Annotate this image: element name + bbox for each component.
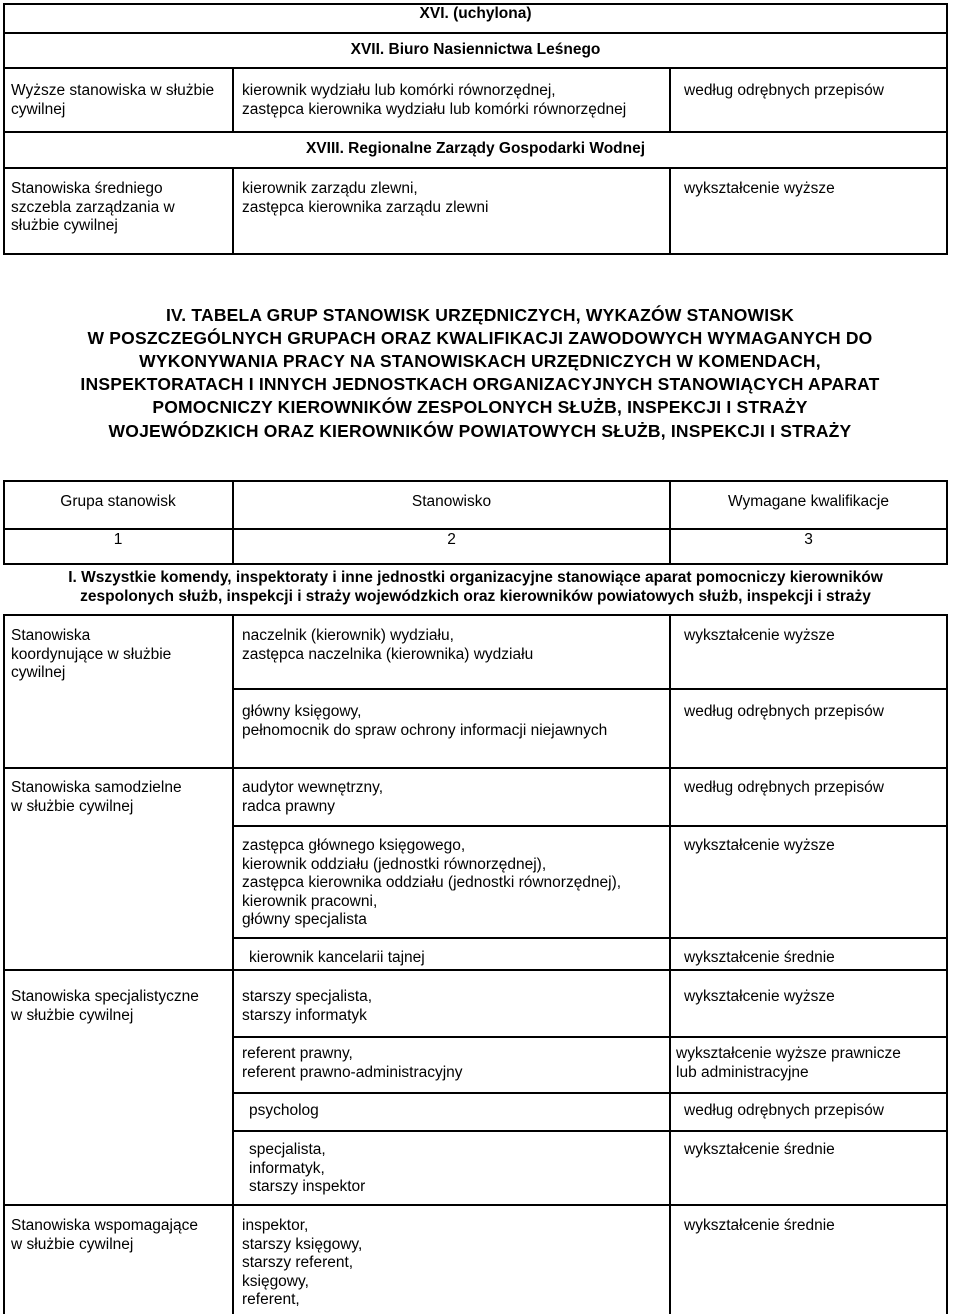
column-number: 1 bbox=[113, 531, 123, 548]
group-name: Stanowiska koordynujące w służbie cywilnej bbox=[11, 627, 172, 681]
qualifications-cell: wykształcenie wyższe bbox=[684, 988, 835, 1005]
section-i-heading-line: zespolonych służb, inspekcji i straży wojewódzkich oraz kierowników powiatowych służb, inspekcji i straży bbox=[80, 588, 871, 605]
positions-cell: naczelnik (kierownik) wydziału, zastępca naczelnika (kierownika) wydziału bbox=[242, 627, 534, 663]
positions-cell: specjalista, informatyk, starszy inspektor bbox=[249, 1141, 366, 1195]
qualifications-cell: wykształcenie wyższe bbox=[684, 837, 835, 854]
positions-cell: referent prawny, referent prawno-administracyjny bbox=[242, 1045, 463, 1081]
positions-cell: audytor wewnętrzny, radca prawny bbox=[242, 779, 383, 815]
group-name: Stanowiska samodzielne w służbie cywilnej bbox=[11, 779, 182, 815]
column-number: 2 bbox=[447, 531, 456, 548]
section-i-heading-line: I. Wszystkie komendy, inspektoraty i inne jednostki organizacyjne stanowiące aparat pomocniczy kierowników bbox=[68, 569, 883, 586]
section-xvii-group: Wyższe stanowiska w służbie cywilnej bbox=[11, 82, 215, 118]
heading-line: POMOCNICZY KIEROWNIKÓW ZESPOLONYCH SŁUŻB, INSPEKCJI I STRAŻY bbox=[152, 397, 808, 417]
heading-line: IV. TABELA GRUP STANOWISK URZĘDNICZYCH, WYKAZÓW STANOWISK bbox=[165, 305, 795, 325]
heading-line: WYKONYWANIA PRACY NA STANOWISKACH URZĘDNICZYCH W KOMENDACH, bbox=[139, 351, 821, 371]
section-xviii-positions: kierownik zarządu zlewni, zastępca kierownika zarządu zlewni bbox=[242, 180, 489, 216]
heading-line: INSPEKTORATACH I INNYCH JEDNOSTKACH ORGANIZACYJNYCH STANOWIĄCYCH APARAT bbox=[80, 374, 880, 394]
positions-cell: zastępca głównego księgowego, kierownik oddziału (jednostki równorzędnej), zastępca kierownika oddziału (jednostki równorzędnej), kierownik pracowni, główny specjalista bbox=[242, 837, 622, 928]
qualifications-cell: według odrębnych przepisów bbox=[684, 1102, 884, 1119]
positions-cell: starszy specjalista, starszy informatyk bbox=[242, 988, 373, 1024]
qualifications-cell: wykształcenie średnie bbox=[684, 1217, 835, 1234]
qualifications-cell: według odrębnych przepisów bbox=[684, 779, 884, 796]
section-xvi-heading: XVI. (uchylona) bbox=[419, 5, 532, 22]
qualifications-cell: wykształcenie średnie bbox=[684, 949, 835, 966]
positions-cell: inspektor, starszy księgowy, starszy referent, księgowy, referent, bbox=[242, 1217, 363, 1308]
column-header-group: Grupa stanowisk bbox=[60, 493, 176, 510]
column-header-qualifications: Wymagane kwalifikacje bbox=[728, 493, 889, 510]
qualifications-cell: według odrębnych przepisów bbox=[684, 703, 884, 720]
group-name: Stanowiska specjalistyczne w służbie cywilnej bbox=[11, 988, 199, 1024]
column-header-position: Stanowisko bbox=[411, 493, 492, 510]
section-xviii-group: Stanowiska średniego szczebla zarządzania w służbie cywilnej bbox=[11, 180, 175, 234]
qualifications-cell: wykształcenie średnie bbox=[684, 1141, 835, 1158]
column-number: 3 bbox=[804, 531, 813, 548]
positions-cell: psycholog bbox=[249, 1102, 319, 1119]
section-xvii-qualifications: według odrębnych przepisów bbox=[684, 82, 884, 99]
section-xvii-heading: XVII. Biuro Nasiennictwa Leśnego bbox=[350, 41, 601, 58]
heading-line: W POSZCZEGÓLNYCH GRUPACH ORAZ KWALIFIKACJI ZAWODOWYCH WYMAGANYCH DO bbox=[87, 328, 873, 348]
qualifications-cell: wykształcenie wyższe prawnicze lub administracyjne bbox=[676, 1045, 901, 1081]
qualifications-cell: wykształcenie wyższe bbox=[684, 627, 835, 644]
heading-line: WOJEWÓDZKICH ORAZ KIEROWNIKÓW POWIATOWYCH SŁUŻB, INSPEKCJI I STRAŻY bbox=[108, 421, 852, 441]
section-xviii-heading: XVIII. Regionalne Zarządy Gospodarki Wodnej bbox=[305, 140, 646, 157]
positions-cell: kierownik kancelarii tajnej bbox=[249, 949, 425, 966]
positions-cell: główny księgowy, pełnomocnik do spraw ochrony informacji niejawnych bbox=[242, 703, 608, 739]
section-xviii-qualifications: wykształcenie wyższe bbox=[684, 180, 835, 197]
group-name: Stanowiska wspomagające w służbie cywilnej bbox=[11, 1217, 198, 1253]
section-xvii-positions: kierownik wydziału lub komórki równorzędnej, zastępca kierownika wydziału lub komórki równorzędnej bbox=[242, 82, 627, 118]
